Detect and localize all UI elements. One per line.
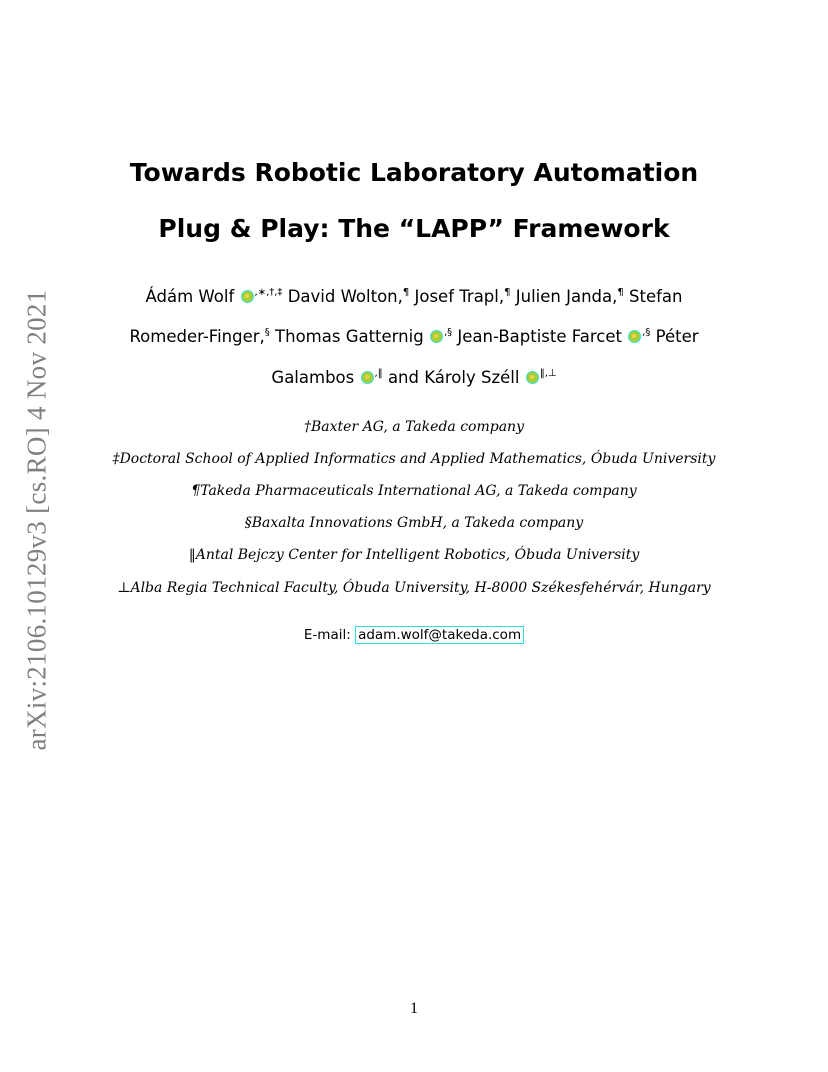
author-name: David Wolton, (287, 287, 403, 306)
author-line-2 (0, 327, 828, 346)
author-name-part: Stefan (629, 287, 683, 306)
author-name-part: Péter (655, 327, 699, 346)
author-line-1 (0, 287, 828, 306)
page-number: 1 (410, 1000, 418, 1017)
orcid-icon[interactable] (628, 330, 641, 343)
email-label: E-mail: (303, 627, 351, 643)
author-name: and Károly Széll (387, 368, 520, 387)
author-affil-marks: ¶ (617, 287, 624, 298)
affiliation: §Baxalta Innovations GmbH, a Takeda company (244, 515, 584, 531)
author-name: Ádám Wolf (145, 287, 235, 306)
orcid-icon[interactable] (430, 330, 443, 343)
affiliation: ‡Doctoral School of Applied Informatics and Applied Mathematics, Óbuda University (112, 451, 716, 467)
author-name-part: Romeder-Finger, (129, 327, 265, 346)
author-affil-marks: ,∗,†,‡ (254, 287, 283, 298)
author-name: Josef Trapl, (414, 287, 505, 306)
author-affil-marks: § (264, 327, 270, 338)
author-affil-marks: ,‖ (374, 368, 383, 379)
paper-title-line-1: Towards Robotic Laboratory Automation (129, 158, 699, 187)
contact-email (0, 627, 828, 643)
author-name-part: Galambos (271, 368, 355, 387)
orcid-icon[interactable] (241, 290, 254, 303)
affiliation: ¶Takeda Pharmaceuticals International AG, a Takeda company (191, 483, 637, 499)
arxiv-identifier: arXiv:2106.10129v3 [cs.RO] 4 Nov 2021 (21, 289, 52, 751)
email-link[interactable]: adam.wolf@takeda.com (355, 626, 524, 644)
affiliation: ‖Antal Bejczy Center for Intelligent Robotics, Óbuda University (188, 547, 640, 563)
author-line-3 (0, 368, 828, 387)
orcid-icon[interactable] (361, 371, 374, 384)
author-name: Julien Janda, (515, 287, 618, 306)
author-affil-marks: ‖,⊥ (539, 368, 557, 379)
author-name: Jean-Baptiste Farcet (457, 327, 622, 346)
paper-title-line-2: Plug & Play: The “LAPP” Framework (158, 214, 670, 243)
author-affil-marks: ¶ (504, 287, 511, 298)
affiliation: †Baxter AG, a Takeda company (304, 419, 524, 435)
author-affil-marks: ¶ (402, 287, 410, 298)
orcid-icon[interactable] (526, 371, 539, 384)
affiliation: ⊥Alba Regia Technical Faculty, Óbuda University, H-8000 Székesfehérvár, Hungary (117, 580, 711, 596)
author-name: Thomas Gatternig (275, 327, 424, 346)
author-affil-marks: ,§ (443, 327, 453, 338)
author-affil-marks: ,§ (642, 327, 651, 338)
